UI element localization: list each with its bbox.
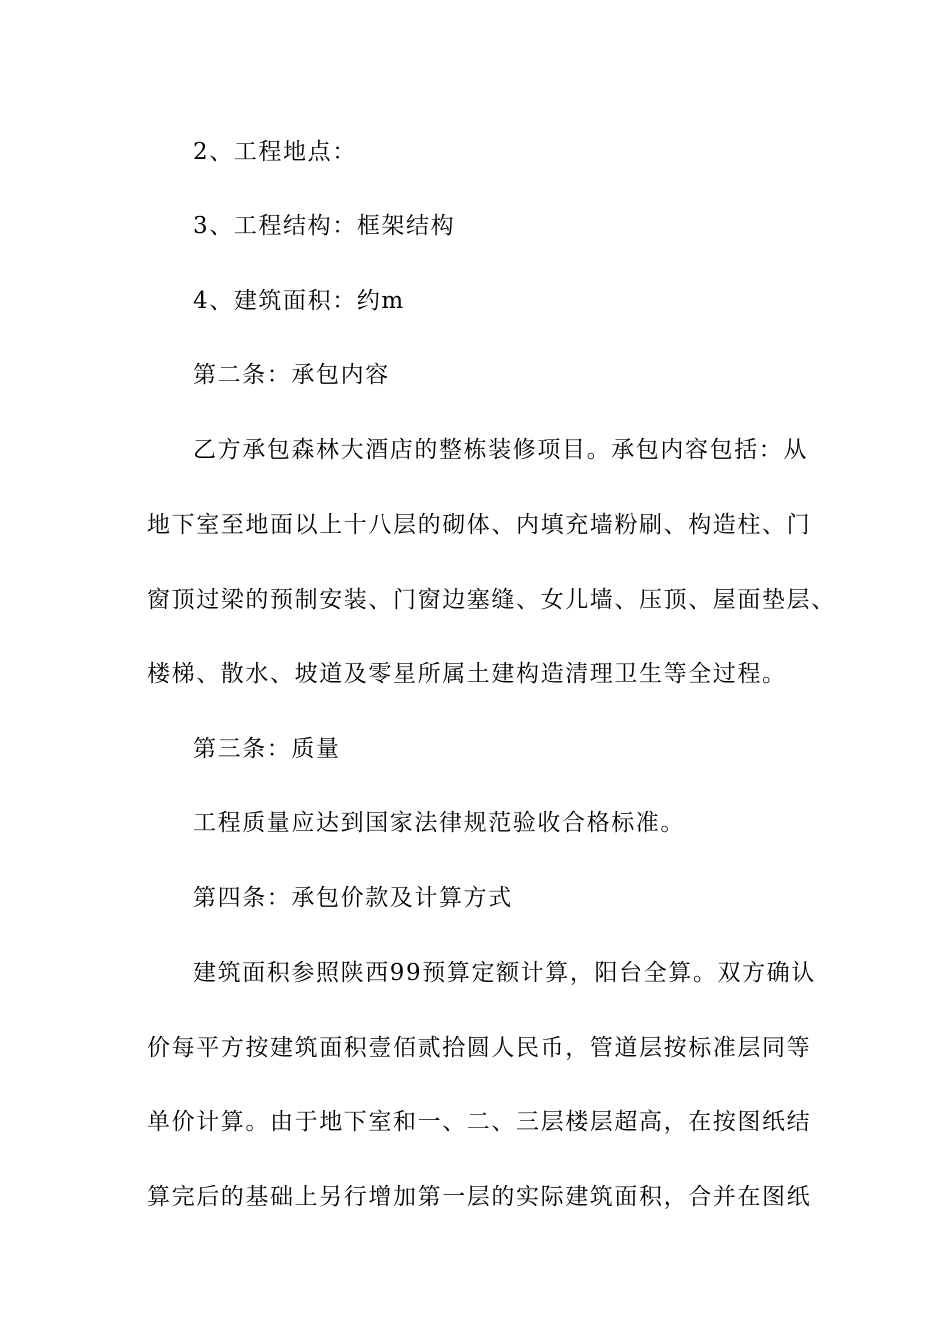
paragraph-line: 窗顶过梁的预制安装、门窗边塞缝、女儿墙、压顶、屋面垫层、 xyxy=(147,587,836,613)
paragraph-line: 价每平方按建筑面积壹佰贰拾圆人民币，管道层按标准层同等 xyxy=(147,1035,812,1061)
article-2-heading: 第二条：承包内容 xyxy=(193,362,390,388)
paragraph-line: 算完后的基础上另行增加第一层的实际建筑面积，合并在图纸 xyxy=(147,1184,812,1210)
paragraph-line: 乙方承包森林大酒店的整栋装修项目。承包内容包括：从 xyxy=(193,437,808,463)
item-project-location: 2、工程地点： xyxy=(193,139,357,165)
item-building-area: 4、建筑面积：约m xyxy=(193,288,405,314)
paragraph-line: 单价计算。由于地下室和一、二、三层楼层超高，在按图纸结 xyxy=(147,1109,812,1135)
item-project-structure: 3、工程结构：框架结构 xyxy=(193,213,456,239)
paragraph-line: 工程质量应达到国家法律规范验收合格标准。 xyxy=(193,810,685,836)
paragraph-line: 建筑面积参照陕西99预算定额计算，阳台全算。双方确认 xyxy=(193,960,816,986)
article-4-heading: 第四条：承包价款及计算方式 xyxy=(193,885,513,911)
paragraph-line: 楼梯、散水、坡道及零星所属土建构造清理卫生等全过程。 xyxy=(147,661,787,687)
article-3-heading: 第三条：质量 xyxy=(193,736,341,762)
paragraph-line: 地下室至地面以上十八层的砌体、内填充墙粉刷、构造柱、门 xyxy=(147,512,812,538)
